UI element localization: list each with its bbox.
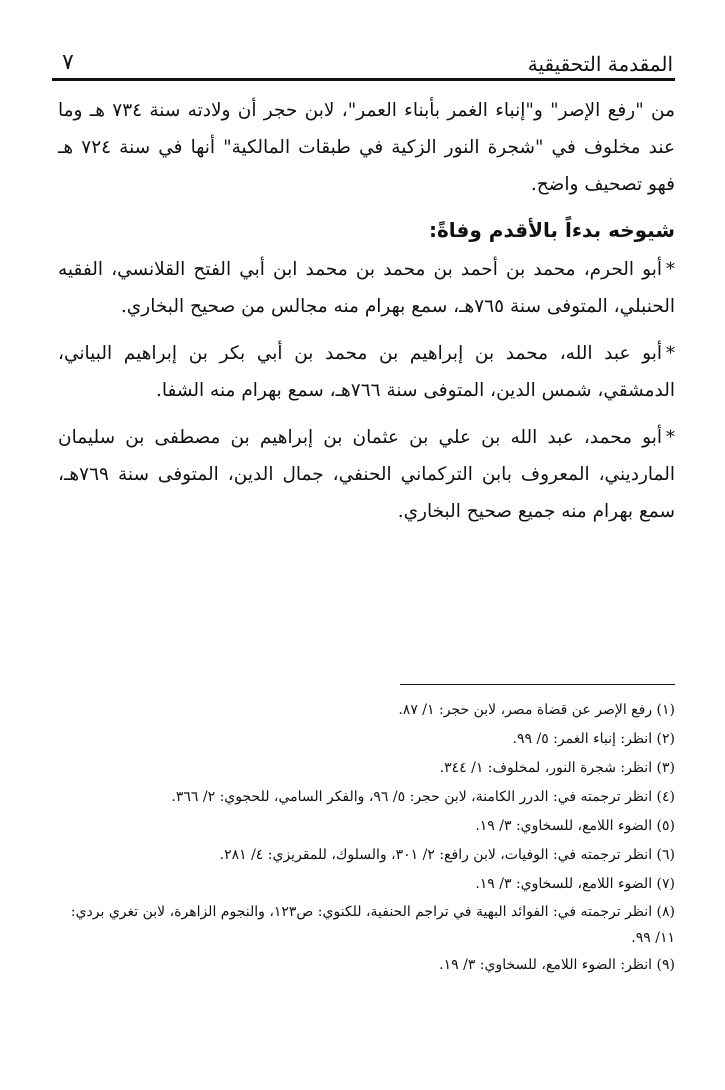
footnote-separator xyxy=(400,684,675,685)
teacher-entry-text: أبو الحرم، محمد بن أحمد بن محمد بن محمد ابن أبي الفتح القلانسي، الفقيه الحنبلي، المتوفى سنة ٧٦٥هـ، سمع بهرام منه مجالس من صحيح البخاري. xyxy=(58,259,675,317)
page-number: ٧ xyxy=(62,50,74,75)
footnote: (٧) الضوء اللامع، للسخاوي: ٣/ ١٩. xyxy=(475,876,675,892)
header-rule xyxy=(52,78,675,81)
intro-paragraph: من "رفع الإصر" و"إنباء الغمر بأبناء العمر"، لابن حجر أن ولادته سنة ٧٣٤ هـ وما عند مخلوف في "شجرة النور الزكية في طبقات المالكية" أنها في سنة ٧٢٤ هـ فهو تصحيف واضح. xyxy=(58,100,675,195)
footnote: (٨) انظر ترجمته في: الفوائد البهية في تراجم الحنفية، للكنوي: ص١٢٣، والنجوم الزاهرة، لابن تغري بردي: ١١/ ٩٩. xyxy=(70,904,675,946)
teacher-entry xyxy=(58,335,675,409)
footnote: (٦) انظر ترجمته في: الوفيات، لابن رافع: ٢/ ٣٠١، والسلوك، للمقريزي: ٤/ ٢٨١. xyxy=(219,847,675,863)
teacher-entry-text: أبو محمد، عبد الله بن علي بن عثمان بن إبراهيم بن مصطفى بن سليمان المارديني، المعروف بابن التركماني الحنفي، جمال الدين، المتوفى سنة ٧٦٩هـ، سمع بهرام منه جميع صحيح البخاري. xyxy=(58,427,675,522)
header-title: المقدمة التحقيقية xyxy=(527,52,673,76)
teacher-entry xyxy=(58,419,675,530)
star-bullet: * xyxy=(666,343,675,364)
footnote: (٢) انظر: إنباء الغمر: ٥/ ٩٩. xyxy=(512,731,675,747)
running-header xyxy=(62,38,673,74)
teacher-entry xyxy=(58,251,675,325)
footnotes xyxy=(52,696,675,980)
footnote: (١) رفع الإصر عن قضاة مصر، لابن حجر: ١/ ٨٧. xyxy=(398,702,675,718)
teacher-entry-text: أبو عبد الله، محمد بن إبراهيم بن محمد بن أبي بكر بن إبراهيم البياني، الدمشقي، شمس الدين، المتوفى سنة ٧٦٦هـ، سمع بهرام منه الشفا. xyxy=(58,343,675,401)
star-bullet: * xyxy=(666,427,675,448)
main-text xyxy=(58,92,675,530)
star-bullet: * xyxy=(666,259,675,280)
footnote: (٣) انظر: شجرة النور، لمخلوف: ١/ ٣٤٤. xyxy=(439,760,675,776)
footnote: (٤) انظر ترجمته في: الدرر الكامنة، لابن حجر: ٥/ ٩٦، والفكر السامي، للحجوي: ٢/ ٣٦٦. xyxy=(171,789,675,805)
footnote: (٥) الضوء اللامع، للسخاوي: ٣/ ١٩. xyxy=(475,818,675,834)
footnote: (٩) انظر: الضوء اللامع، للسخاوي: ٣/ ١٩. xyxy=(439,957,675,973)
section-heading: شيوخه بدءاً بالأقدم وفاةً: xyxy=(428,218,675,242)
